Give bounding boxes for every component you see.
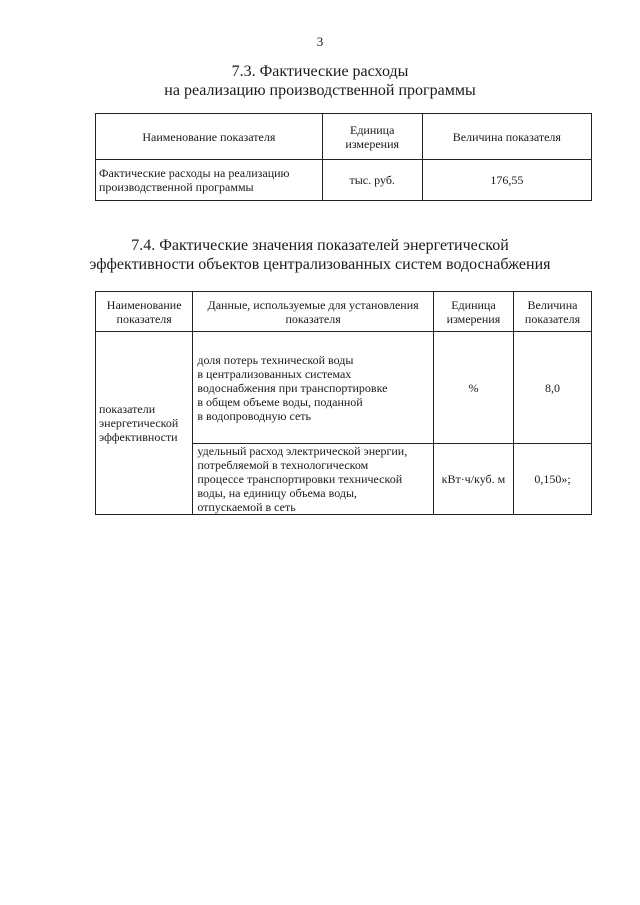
header-unit: Единица измерения xyxy=(322,114,422,160)
header-value: Величина показателя xyxy=(422,114,591,160)
cell-unit: кВт·ч/куб. м xyxy=(433,444,513,515)
cell-value: 176,55 xyxy=(422,160,591,201)
cell-data-used: доля потерь технической воды в централизованных системах водоснабжения при транспортировке в общем объеме воды, поданной в водопроводную сеть xyxy=(193,332,434,444)
page-number: 3 xyxy=(316,34,324,49)
section-7-4-title xyxy=(0,236,640,274)
table-header-row xyxy=(96,114,592,160)
cell-unit: тыс. руб. xyxy=(322,160,422,201)
section-7-3-title-line2: на реализацию производственной программы xyxy=(164,82,476,99)
cell-group-name: показатели энергетической эффективности xyxy=(96,332,193,515)
header-indicator-name: Наименование показателя xyxy=(96,292,193,332)
header-value: Величина показателя xyxy=(514,292,592,332)
section-7-4-title-line1: 7.4. Фактические значения показателей энергетической xyxy=(131,237,509,254)
cell-value: 8,0 xyxy=(514,332,592,444)
cell-value: 0,150»; xyxy=(514,444,592,515)
header-data-used: Данные, используемые для установления показателя xyxy=(193,292,434,332)
cell-unit: % xyxy=(433,332,513,444)
cell-indicator-name: Фактические расходы на реализацию производственной программы xyxy=(96,160,323,201)
table-energy-efficiency xyxy=(95,291,592,515)
table-row xyxy=(96,332,592,444)
cell-data-used: удельный расход электрической энергии, потребляемой в технологическом процессе транспортировки технической воды, на единицу объема воды, отпускаемой в сеть xyxy=(193,444,434,515)
section-7-3-title-line1: 7.3. Фактические расходы xyxy=(231,63,409,80)
table-actual-expenses xyxy=(95,113,592,201)
table-header-row xyxy=(96,292,592,332)
section-7-4-title-line2: эффективности объектов централизованных систем водоснабжения xyxy=(89,256,551,273)
header-unit: Единица измерения xyxy=(433,292,513,332)
table-row xyxy=(96,160,592,201)
header-indicator-name: Наименование показателя xyxy=(96,114,323,160)
section-7-3-title xyxy=(0,62,640,100)
